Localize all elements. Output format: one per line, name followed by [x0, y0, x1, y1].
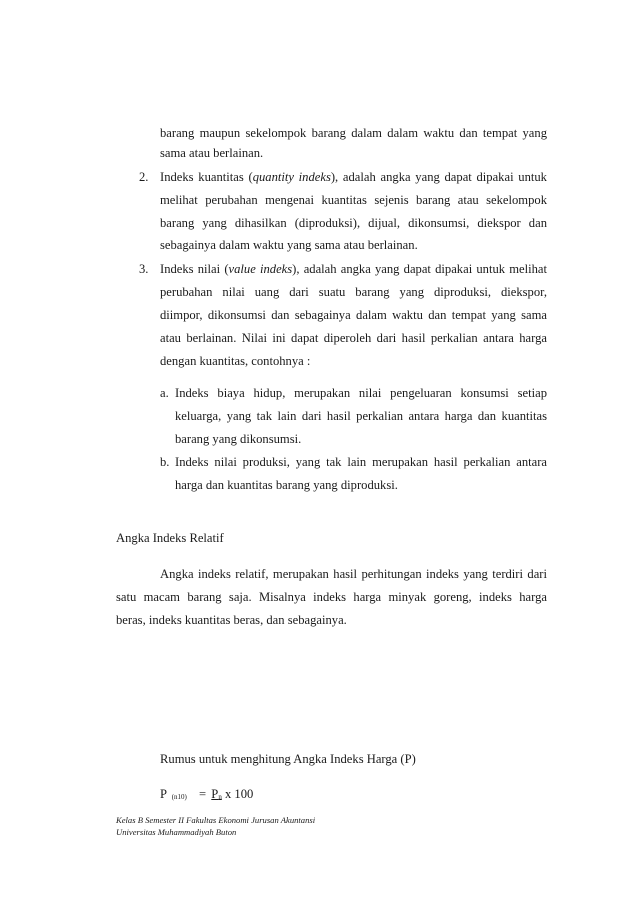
footer-line-1: Kelas B Semester II Fakultas Ekonomi Jurusan Akuntansi: [116, 815, 316, 825]
formula-numerator: Pn: [211, 787, 222, 801]
list-item-3-line-5: dengan kuantitas, contohnya :: [160, 354, 311, 368]
list-item-3-line-3: diimpor, dikonsumsi dan sebagainya dalam waktu dan tempat yang sama: [160, 308, 547, 322]
sub-item-a-line-3: barang yang dikonsumsi.: [175, 432, 302, 446]
list-item-1-line-1: barang maupun sekelompok barang dalam dalam waktu dan tempat yang: [160, 126, 547, 140]
formula-equals: =: [199, 787, 207, 801]
list-item-1-line-2: sama atau berlainan.: [160, 146, 264, 160]
footer-line-2: Universitas Muhammadiyah Buton: [116, 827, 237, 837]
list-item-2-line-2: melihat perubahan mengenai kuantitas sejenis barang atau sekelompok: [160, 193, 547, 207]
section-heading: Angka Indeks Relatif: [116, 531, 224, 545]
sub-item-b-line-1: Indeks nilai produksi, yang tak lain merupakan hasil perkalian antara: [175, 455, 547, 469]
sub-item-b-label: b.: [160, 455, 170, 469]
formula-subscript: (n10): [171, 793, 187, 801]
formula-caption: Rumus untuk menghitung Angka Indeks Harga (P): [160, 752, 416, 766]
sub-item-b-line-2: harga dan kuantitas barang yang diproduksi.: [175, 478, 398, 492]
list-number-2: 2.: [139, 170, 149, 184]
price-index-formula: [160, 786, 253, 806]
sub-item-a-label: a.: [160, 386, 169, 400]
sub-item-a-line-2: keluarga, yang tak lain dari hasil perkalian antara harga dan kuantitas: [175, 409, 547, 423]
list-number-3: 3.: [139, 262, 149, 276]
list-item-3-line-2: perubahan nilai uang dari suatu barang yang diproduksi, diekspor,: [160, 285, 547, 299]
formula-multiplier: x 100: [221, 787, 254, 801]
list-item-2-line-3: barang yang dihasilkan (diproduksi), dijual, dikonsumsi, diekspor dan: [160, 216, 547, 230]
formula-p: P: [160, 787, 167, 801]
list-item-3-line-1: Indeks nilai (value indeks), adalah angka yang dapat dipakai untuk melihat: [160, 262, 548, 276]
section-para-line-2: satu macam barang saja. Misalnya indeks harga minyak goreng, indeks harga: [116, 590, 547, 604]
list-item-2-line-1: Indeks kuantitas (quantity indeks), adalah angka yang dapat dipakai untuk: [160, 170, 547, 184]
list-item-2-line-4: sebagainya dalam waktu yang sama atau berlainan.: [160, 238, 418, 252]
sub-item-a-line-1: Indeks biaya hidup, merupakan nilai pengeluaran konsumsi setiap: [175, 386, 547, 400]
section-para-line-3: beras, indeks kuantitas beras, dan sebagainya.: [116, 613, 347, 627]
list-item-3-line-4: atau berlainan. Nilai ini dapat diperoleh dari hasil perkalian antara harga: [160, 331, 547, 345]
section-para-line-1: Angka indeks relatif, merupakan hasil perhitungan indeks yang terdiri dari: [160, 567, 547, 581]
